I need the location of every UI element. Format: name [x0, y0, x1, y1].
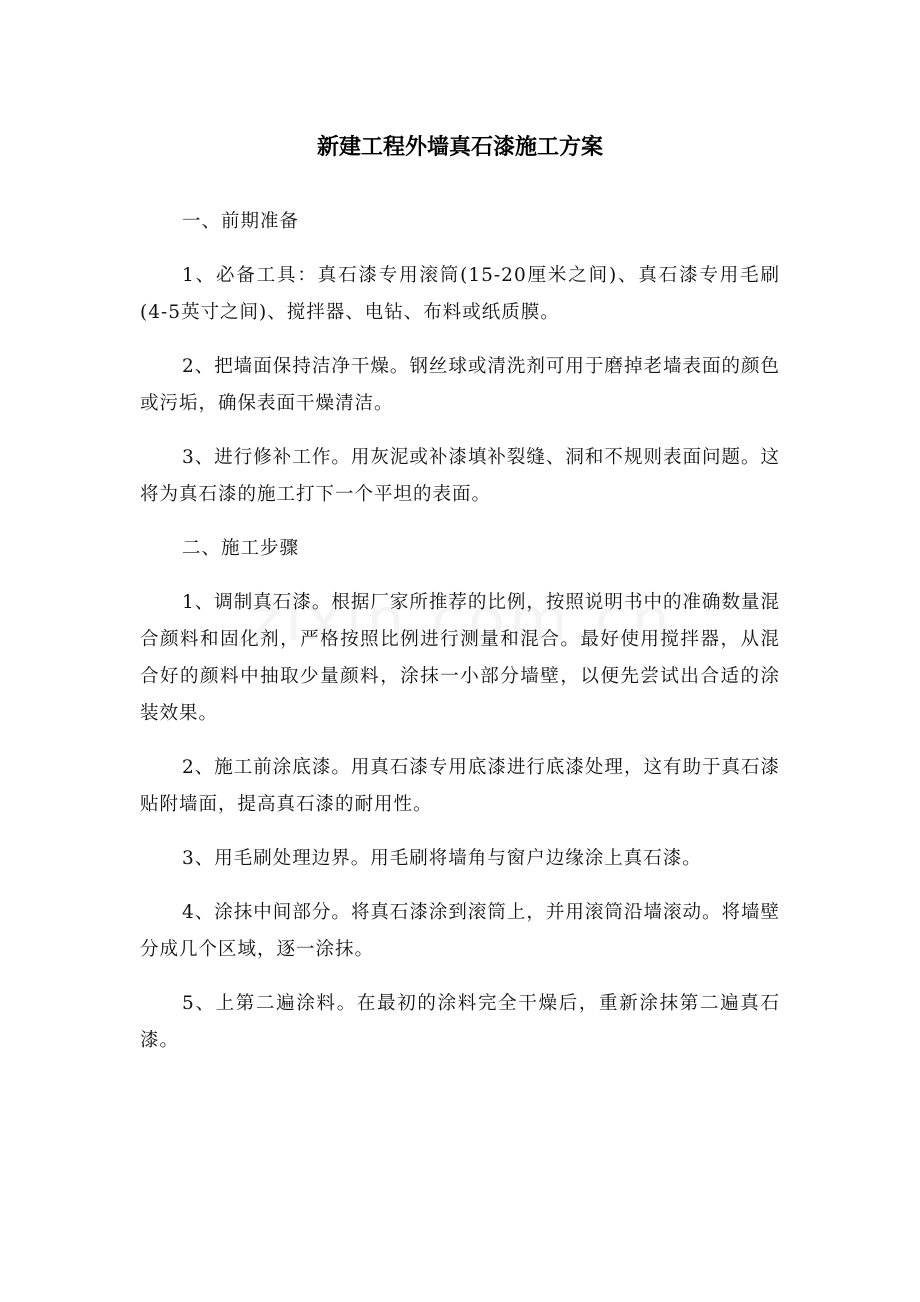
paragraph-tools: 1、必备工具：真石漆专用滚筒(15-20厘米之间)、真石漆专用毛刷(4-5英寸之间)、搅拌器、电钻、布料或纸质膜。 [140, 265, 780, 323]
paragraph-edges: 3、用毛刷处理边界。用毛刷将墙角与窗户边缘涂上真石漆。 [182, 848, 702, 869]
paragraph-middle: 4、涂抹中间部分。将真石漆涂到滚筒上，并用滚筒沿墙滚动。将墙壁分成几个区域，逐一涂抹。 [140, 902, 780, 960]
paragraph-primer: 2、施工前涂底漆。用真石漆专用底漆进行底漆处理，这有助于真石漆贴附墙面，提高真石漆的耐用性。 [140, 757, 780, 815]
paragraph-repair: 3、进行修补工作。用灰泥或补漆填补裂缝、洞和不规则表面问题。这将为真石漆的施工打下一个平坦的表面。 [140, 447, 780, 505]
paragraph-second-coat: 5、上第二遍涂料。在最初的涂料完全干燥后，重新涂抹第二遍真石漆。 [140, 993, 780, 1051]
section-heading-preparation: 一、前期准备 [182, 211, 300, 232]
paragraph-mix-paint: 1、调制真石漆。根据厂家所推荐的比例，按照说明书中的准确数量混合颜料和固化剂，严格按照比例进行测量和混合。最好使用搅拌器，从混合好的颜料中抽取少量颜料，涂抹一小部分墙壁，以便先尝试出合适的涂装效果。 [140, 592, 780, 724]
paragraph-clean-wall: 2、把墙面保持洁净干燥。钢丝球或清洗剂可用于磨掉老墙表面的颜色或污垢，确保表面干燥清洁。 [140, 356, 780, 414]
document-body [140, 203, 780, 1059]
section-heading-steps: 二、施工步骤 [182, 538, 300, 559]
document-title: 新建工程外墙真石漆施工方案 [316, 135, 603, 160]
